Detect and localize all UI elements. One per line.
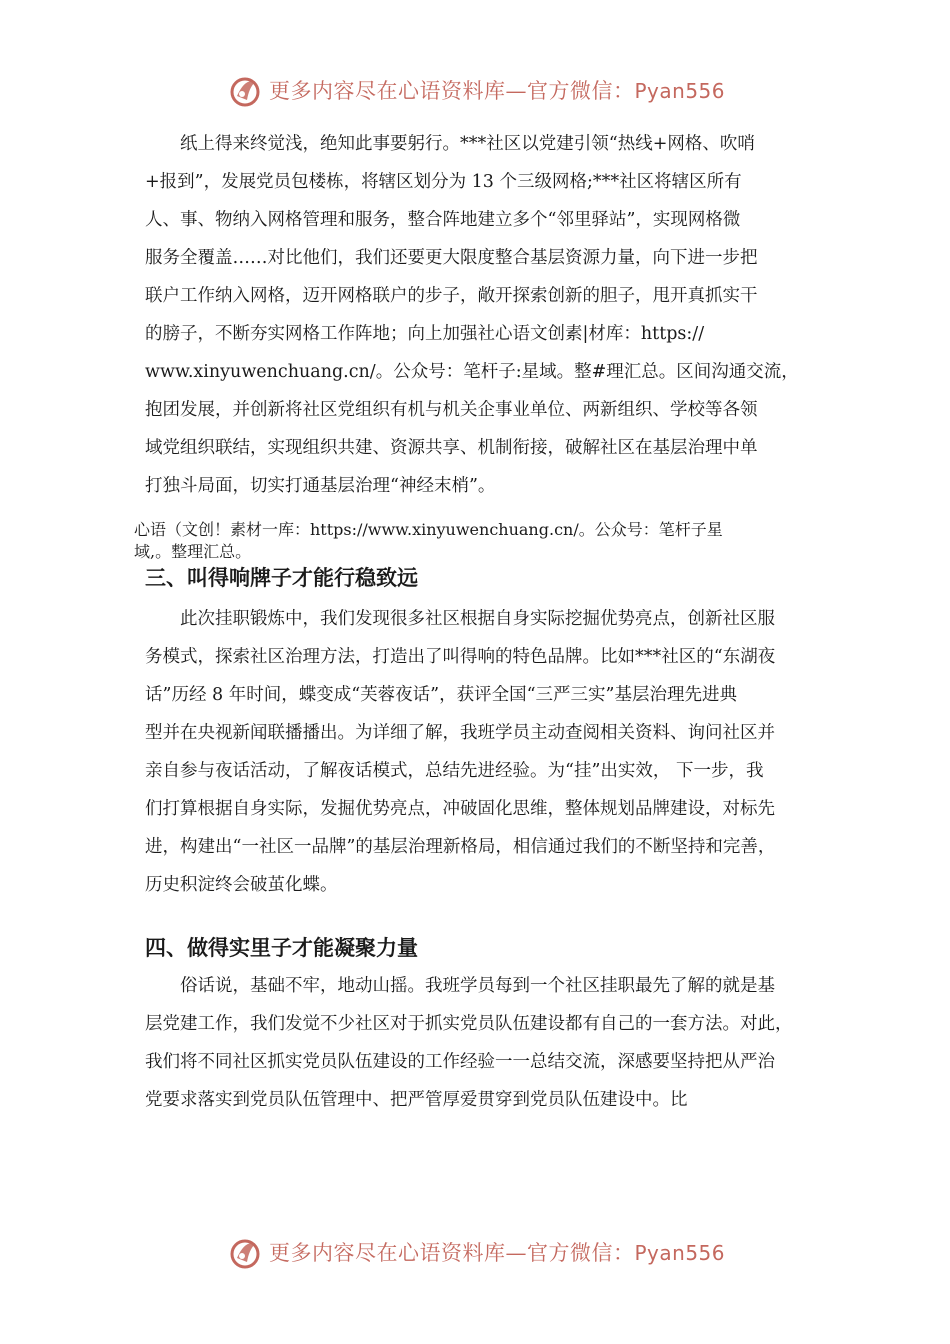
source-note-line: 心语（文创！素材一库：https://www.xinyuwenchuang.cn/。公众号：笔杆子星	[134, 520, 723, 539]
banner-text: 更多内容尽在心语资料库—官方微信：Pyan556	[268, 79, 725, 103]
text-line: 打独斗局面，切实打通基层治理“神经末梢”。	[145, 476, 496, 496]
text-line: 话”历经 8 年时间，蝶变成“芙蓉夜话”，获评全国“三严三实”基层治理先进典	[145, 685, 737, 705]
text-line: 历史积淀终会破茧化蝶。	[145, 875, 338, 895]
text-line: 党要求落实到党员队伍管理中、把严管厚爱贯穿到党员队伍建设中。比	[145, 1090, 688, 1110]
text-line: www.xinyuwenchuang.cn/。公众号：笔杆子:星域。整#理汇总。区间沟通交流，	[145, 362, 799, 382]
section-4-paragraph	[145, 967, 817, 1119]
text-line: 我们将不同社区抓实党员队伍建设的工作经验一一总结交流，深感要坚持把从严治	[145, 1052, 775, 1072]
text-line: 亲自参与夜话活动，了解夜话模式，总结先进经验。为“挂”出实效， 下一步，我	[145, 761, 764, 781]
section-3-paragraph	[145, 600, 817, 904]
wechat-id: Pyan556	[634, 1241, 725, 1265]
text-line: 抱团发展，并创新将社区党组织有机与机关企事业单位、两新组织、学校等各领	[145, 400, 758, 420]
text-line: 们打算根据自身实际，发掘优势亮点，冲破固化思维，整体规划品牌建设，对标先	[145, 799, 775, 819]
paragraph-1	[145, 125, 817, 505]
text-line: 服务全覆盖……对比他们，我们还要更大限度整合基层资源力量，向下进一步把	[145, 248, 758, 268]
ink-brush-seal-icon	[225, 1232, 265, 1272]
source-note-line: 域,。整理汇总。	[134, 542, 252, 561]
ink-brush-seal-icon	[225, 70, 265, 110]
text-line: 进，构建出“一社区一品牌”的基层治理新格局，相信通过我们的不断坚持和完善，	[145, 837, 776, 857]
text-line: 的膀子，不断夯实网格工作阵地；向上加强社心语文创素|材库：https://	[145, 324, 705, 344]
text-line: 联户工作纳入网格，迈开网格联户的步子，敞开探索创新的胆子，甩开真抓实干	[145, 286, 758, 306]
header-banner	[0, 70, 950, 110]
text-line: 人、事、物纳入网格管理和服务，整合阵地建立多个“邻里驿站”，实现网格微	[145, 210, 741, 230]
text-line: 纸上得来终觉浅，绝知此事要躬行。***社区以党建引领“热线+网格、吹哨	[180, 134, 755, 154]
text-line: 型并在央视新闻联播播出。为详细了解，我班学员主动查阅相关资料、询问社区并	[145, 723, 775, 743]
text-line: 务模式，探索社区治理方法，打造出了叫得响的特色品牌。比如***社区的“东湖夜	[145, 647, 776, 667]
wechat-id: Pyan556	[634, 79, 725, 103]
text-line: 此次挂职锻炼中，我们发现很多社区根据自身实际挖掘优势亮点，创新社区服	[180, 609, 775, 629]
section-3-heading: 三、叫得响牌子才能行稳致远	[145, 566, 418, 590]
text-line: 域党组织联结，实现组织共建、资源共享、机制衔接，破解社区在基层治理中单	[145, 438, 758, 458]
text-line: +报到”，发展党员包楼栋，将辖区划分为 13 个三级网格;***社区将辖区所有	[145, 172, 742, 192]
footer-banner	[0, 1232, 950, 1272]
text-line: 俗话说，基础不牢，地动山摇。我班学员每到一个社区挂职最先了解的就是基	[180, 976, 775, 996]
banner-text: 更多内容尽在心语资料库—官方微信：Pyan556	[268, 1241, 725, 1265]
text-line: 层党建工作，我们发觉不少社区对于抓实党员队伍建设都有自己的一套方法。对此，	[145, 1014, 793, 1034]
source-note	[134, 519, 824, 563]
section-4-heading: 四、做得实里子才能凝聚力量	[145, 936, 418, 960]
